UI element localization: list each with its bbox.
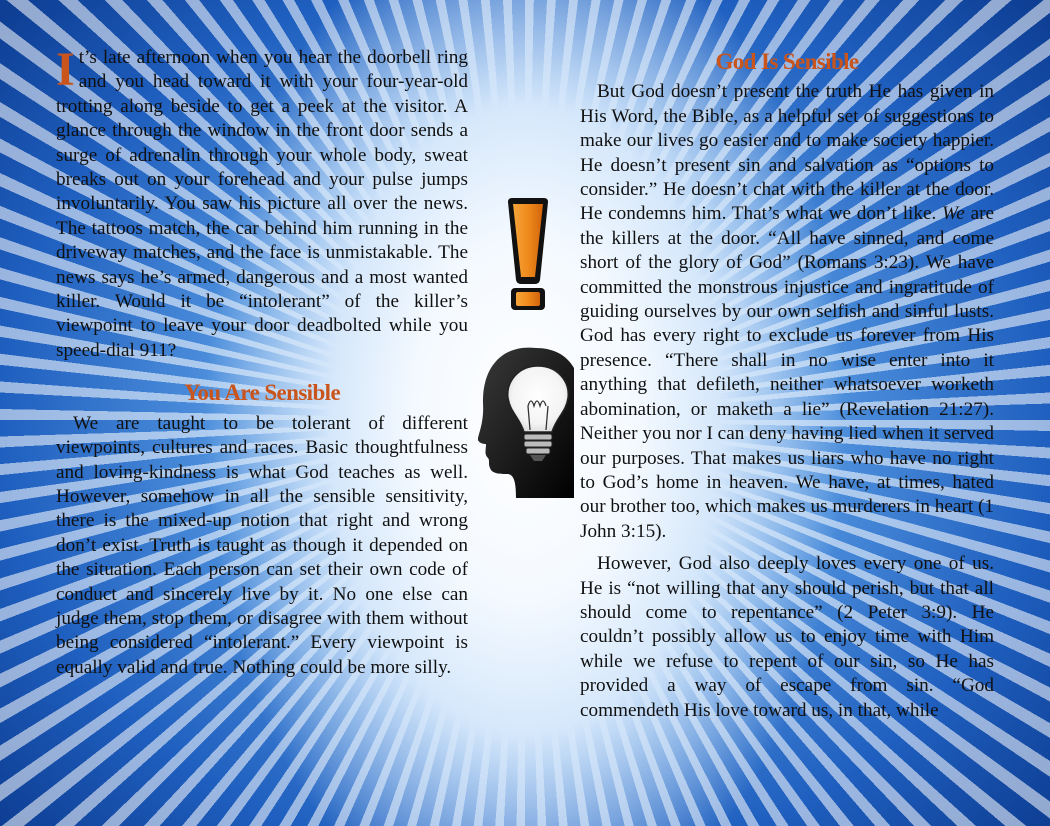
left-column bbox=[56, 43, 468, 680]
intro-text: t’s late afternoon when you hear the doorbell ring and you head toward it with your four-year-old trotting along beside to get a peek at the visitor. A glance through the window in the front door sends a surge of adrenalin through your whole body, sweat breaks out on your forehead and your pulse jumps involuntarily. You saw his picture all over the news. The tattoos match, the car behind him running in the driveway matches, and the face is unmistakable. The news says he’s armed, dangerous and a most wanted killer. Would it be “intolerant” of the killer’s viewpoint to leave your door deadbolted while you speed-dial 911? bbox=[56, 47, 468, 361]
love-paragraph: However, God also deeply loves every one of us. He is “not willing that any should perish, but that all should come to repentance” (2 Peter 3:9). He couldn’t possibly allow us to enjoy time with Him while we refuse to repent of our sin, so He has provided a way of escape from sin. “God commendeth His love toward us, in that, while bbox=[580, 553, 994, 721]
drop-cap: I bbox=[56, 43, 75, 96]
condemnation-text-1: But God doesn’t present the truth He has given in His Word, the Bible, as a helpful set of suggestions to make our lives go easier and to make society happier. He doesn’t present sin and salvation as “options to consider.” He doesn’t chat with the killer at the door. He condemns him. That’s what we don’t like. bbox=[580, 81, 994, 225]
exclamation-mark-icon bbox=[508, 198, 548, 310]
right-column bbox=[580, 50, 994, 723]
heading-god-is-sensible: God Is Sensible bbox=[715, 49, 859, 74]
tolerance-paragraph: We are taught to be tolerant of different viewpoints, cultures and races. Basic thoughtfulness and loving-kindness is what God teaches as well. However, somehow in all the sensible sensitivity, there is the mixed-up notion that right and wrong don’t exist. Truth is taught as though it depended on the situation. Each person can set their own code of conduct and sincerely live by it. No one else can judge them, stop them, or disagree with them without being considered “intolerant.” Every viewpoint is equally valid and true. Nothing could be more silly. bbox=[56, 412, 468, 678]
heading-you-are-sensible: You Are Sensible bbox=[183, 380, 341, 406]
condemnation-text-2: are the killers at the door. “All have sinned, and come short of the glory of God” (Romans 3:23). We have committed the monstrous injustice and ingratitude of guiding ourselves by our own selfish and sinful lusts. God has every right to exclude us forever from His presence. “There shall in no wise enter into it anything that defileth, neither whatsoever worketh abomination, or maketh a lie” (Revelation 21:27). Neither you nor I can deny having lied when it served our purposes. That makes us liars who have no right to God’s home in heaven. We have, at times, hated our brother too, which makes us murderers in heart (1 John 3:15). bbox=[580, 203, 995, 542]
center-illustration bbox=[478, 198, 580, 558]
emphasis-we: We bbox=[942, 203, 965, 225]
head-lightbulb-icon bbox=[478, 348, 574, 498]
intro-paragraph bbox=[56, 43, 468, 363]
condemnation-paragraph bbox=[580, 80, 994, 544]
